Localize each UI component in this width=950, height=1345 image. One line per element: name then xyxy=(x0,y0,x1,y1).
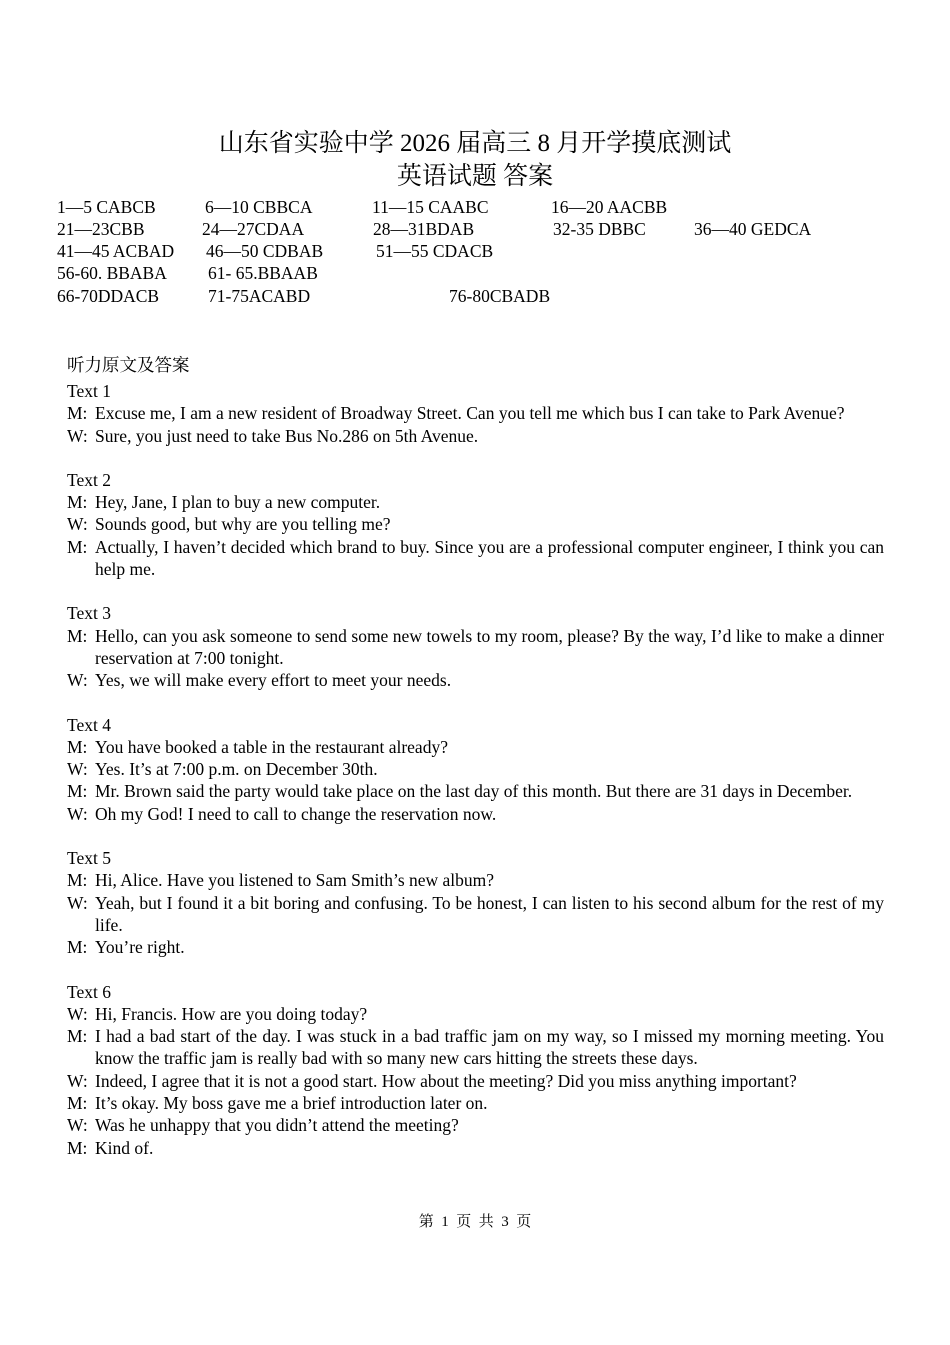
answer-group: 36—40 GEDCA xyxy=(694,219,812,239)
text-title: Text 6 xyxy=(67,981,111,1002)
answer-group: 66-70DDACB xyxy=(57,286,160,306)
speaker-label: W: xyxy=(67,803,88,824)
answer-group: 16—20 AACBB xyxy=(551,197,668,217)
utterance-text: Mr. Brown said the party would take place on the last day of this month. But there are 31 days in December. xyxy=(95,781,853,802)
speaker-label: W: xyxy=(67,759,88,780)
utterance-text: Actually, I haven’t decided which brand to buy. Since you are a professional computer engineer, I think you can help me. xyxy=(95,536,884,580)
dialogue-line xyxy=(67,669,884,691)
speaker-label: M: xyxy=(67,492,88,513)
dialogue-line xyxy=(67,1137,884,1159)
speaker-label: W: xyxy=(67,1003,88,1024)
speaker-label: M: xyxy=(67,403,88,424)
speaker-label: W: xyxy=(67,425,88,446)
transcript-text-block xyxy=(67,847,884,958)
utterance-text: Sounds good, but why are you telling me? xyxy=(95,514,391,535)
text-title: Text 1 xyxy=(67,381,111,401)
answer-group: 61- 65.BBAAB xyxy=(208,263,318,283)
listening-heading: 听力原文及答案 xyxy=(67,355,190,375)
speaker-label: W: xyxy=(67,670,88,691)
utterance-text: Indeed, I agree that it is not a good start. How about the meeting? Did you miss anything important? xyxy=(95,1070,797,1091)
transcript-text-block xyxy=(67,602,884,691)
answer-group: 41—45 ACBAD xyxy=(57,241,175,261)
transcript-text-block xyxy=(67,380,884,447)
utterance-text: Hi, Francis. How are you doing today? xyxy=(95,1003,368,1024)
transcript-text-block xyxy=(67,469,884,580)
dialogue-line xyxy=(67,1114,884,1136)
dialogue-line xyxy=(67,892,884,937)
page-footer: 第 1 页 共 3 页 xyxy=(418,1214,532,1230)
text-title: Text 5 xyxy=(67,848,111,869)
utterance-text: Yes. It’s at 7:00 p.m. on December 30th. xyxy=(95,759,378,780)
utterance-text: Hi, Alice. Have you listened to Sam Smith’s new album? xyxy=(95,870,495,891)
dialogue-line xyxy=(67,513,884,535)
speaker-label: W: xyxy=(67,892,88,913)
answer-group: 71-75ACABD xyxy=(208,286,311,306)
utterance-text: It’s okay. My boss gave me a brief introduction later on. xyxy=(95,1093,488,1114)
answer-group: 11—15 CAABC xyxy=(372,197,489,217)
listening-transcript xyxy=(67,380,884,1181)
speaker-label: M: xyxy=(67,870,88,891)
speaker-label: M: xyxy=(67,781,88,802)
dialogue-line xyxy=(67,1070,884,1092)
transcript-text-block xyxy=(67,981,884,1159)
dialogue-line xyxy=(67,869,884,891)
transcript-text-block xyxy=(67,714,884,825)
text-title: Text 3 xyxy=(67,603,111,624)
dialogue-line xyxy=(67,402,884,424)
utterance-text: I had a bad start of the day. I was stuck in a bad traffic jam on my way, so I missed my morning meeting. You know the traffic jam is really bad with so many new cars hitting the streets these days. xyxy=(95,1026,884,1069)
speaker-label: M: xyxy=(67,937,88,958)
dialogue-line xyxy=(67,1025,884,1070)
dialogue-line xyxy=(67,803,884,825)
utterance-text: Hello, can you ask someone to send some new towels to my room, please? By the way, I’d like to make a dinner reservation at 7:00 tonight. xyxy=(95,625,884,668)
utterance-text: Yeah, but I found it a bit boring and confusing. To be honest, I can listen to his second album for the rest of my life. xyxy=(95,892,884,935)
answer-group: 76-80CBADB xyxy=(449,286,551,306)
utterance-text: Kind of. xyxy=(95,1137,154,1158)
dialogue-line xyxy=(67,1003,884,1025)
answer-group: 24—27CDAA xyxy=(202,219,305,239)
document-title: 山东省实验中学 2026 届高三 8 月开学摸底测试 xyxy=(218,130,732,157)
utterance-text: Was he unhappy that you didn’t attend the meeting? xyxy=(95,1115,459,1136)
speaker-label: M: xyxy=(67,1137,88,1158)
answer-group: 6—10 CBBCA xyxy=(205,197,313,217)
utterance-text: Hey, Jane, I plan to buy a new computer. xyxy=(95,492,381,513)
dialogue-line xyxy=(67,780,884,802)
answer-group: 32-35 DBBC xyxy=(553,219,646,239)
dialogue-line xyxy=(67,758,884,780)
dialogue-line xyxy=(67,536,884,581)
answer-group: 1—5 CABCB xyxy=(57,197,156,217)
answer-group: 51—55 CDACB xyxy=(376,241,494,261)
dialogue-line xyxy=(67,936,884,958)
speaker-label: W: xyxy=(67,1115,88,1136)
answer-group: 56-60. BBABA xyxy=(57,263,167,283)
speaker-label: M: xyxy=(67,1026,88,1047)
answer-group: 46—50 CDBAB xyxy=(206,241,324,261)
text-title: Text 4 xyxy=(67,714,111,735)
speaker-label: M: xyxy=(67,1093,88,1114)
answer-group: 28—31BDAB xyxy=(373,219,475,239)
text-title: Text 2 xyxy=(67,469,111,490)
utterance-text: Sure, you just need to take Bus No.286 on 5th Avenue. xyxy=(95,425,479,446)
dialogue-line xyxy=(67,491,884,513)
utterance-text: Oh my God! I need to call to change the reservation now. xyxy=(95,803,497,824)
speaker-label: M: xyxy=(67,536,88,557)
answer-group: 21—23CBB xyxy=(57,219,145,239)
utterance-text: Yes, we will make every effort to meet your needs. xyxy=(95,670,452,691)
dialogue-line xyxy=(67,736,884,758)
utterance-text: You’re right. xyxy=(95,937,185,958)
dialogue-line xyxy=(67,425,884,447)
document-subtitle: 英语试题 答案 xyxy=(396,163,554,190)
speaker-label: W: xyxy=(67,1070,88,1091)
dialogue-line xyxy=(67,625,884,670)
utterance-text: Excuse me, I am a new resident of Broadway Street. Can you tell me which bus I can take to Park Avenue? xyxy=(95,403,845,424)
speaker-label: M: xyxy=(67,736,88,757)
utterance-text: You have booked a table in the restaurant already? xyxy=(95,736,448,757)
dialogue-line xyxy=(67,1092,884,1114)
speaker-label: M: xyxy=(67,625,88,646)
speaker-label: W: xyxy=(67,514,88,535)
